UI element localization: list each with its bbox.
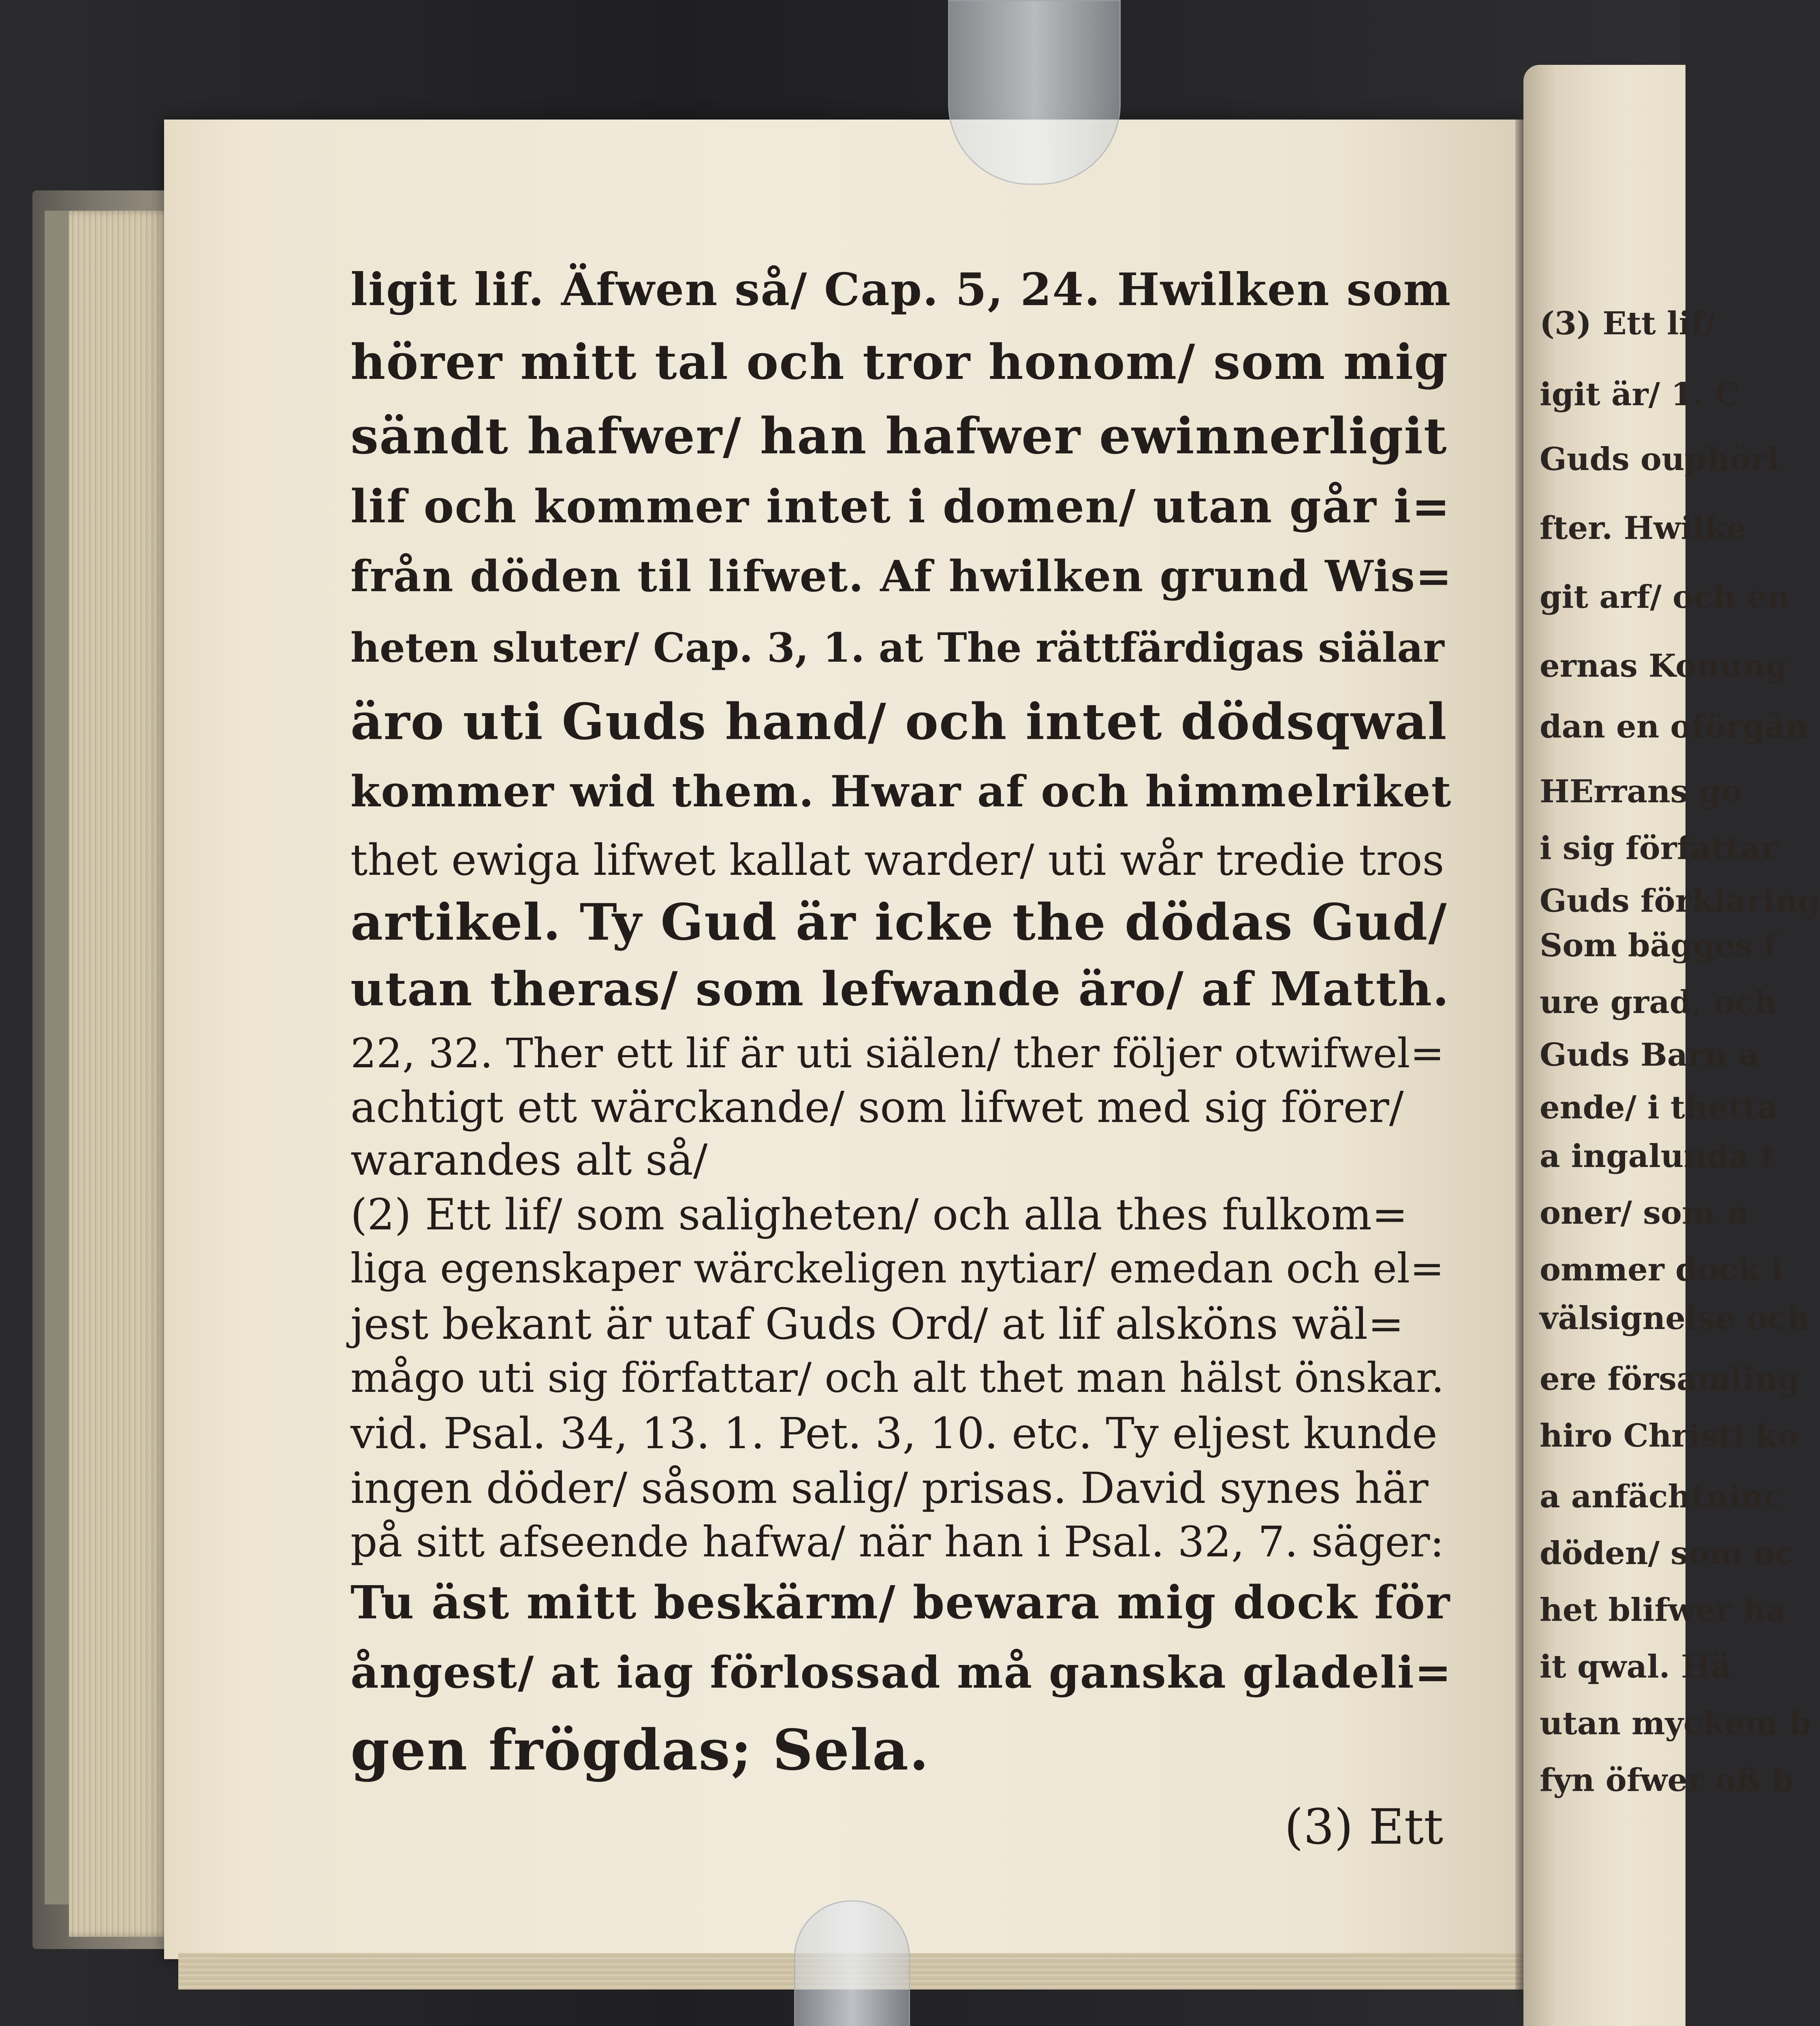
page-clip-top xyxy=(948,0,1121,185)
text-line: (2) Ett lif/ som saligheten/ och alla thes fulkom= xyxy=(350,1190,1408,1240)
page-clip-bottom xyxy=(794,1900,910,2026)
facing-line: igit är/ 1. C xyxy=(1540,376,1740,413)
facing-page xyxy=(1523,65,1820,2026)
text-line: hörer mitt tal och tror honom/ som mig xyxy=(350,334,1449,390)
text-line: Tu äst mitt beskärm/ bewara mig dock för xyxy=(350,1576,1451,1629)
facing-line: oner/ som n xyxy=(1540,1195,1750,1231)
facing-line: dan en oförgän xyxy=(1540,708,1808,745)
facing-line: het blifwer ha xyxy=(1540,1592,1787,1628)
facing-line: fter. Hwilke xyxy=(1540,510,1747,547)
text-line: vid. Psal. 34, 13. 1. Pet. 3, 10. etc. Ty eljest kunde xyxy=(350,1408,1438,1458)
text-line: utan theras/ som lefwande äro/ af Matth. xyxy=(350,962,1450,1017)
page-stack xyxy=(69,211,174,1937)
facing-line: a ingalunda t xyxy=(1540,1138,1775,1175)
text-line: gen frögdas; Sela. xyxy=(350,1717,930,1783)
text-line: 22, 32. Ther ett lif är uti siälen/ ther följer otwifwel= xyxy=(350,1030,1444,1077)
text-line: lif och kommer intet i domen/ utan går i= xyxy=(350,480,1451,533)
facing-line: HErrans go xyxy=(1540,773,1743,810)
facing-line: ure grad, och xyxy=(1540,984,1777,1021)
facing-line: ere församling xyxy=(1540,1361,1800,1398)
text-line: jest bekant är utaf Guds Ord/ at lif alsköns wäl= xyxy=(350,1299,1404,1349)
facing-line: Som bägges f xyxy=(1540,927,1777,964)
text-line: kommer wid them. Hwar af och himmelriket xyxy=(350,766,1452,816)
facing-line: i sig författar xyxy=(1540,830,1777,867)
facing-line: Guds förklaring xyxy=(1540,883,1820,919)
facing-line: it qwal. Hä xyxy=(1540,1648,1732,1685)
text-line: ångest/ at iag förlossad må ganska gladeli= xyxy=(350,1647,1452,1698)
facing-line: döden/ som oc xyxy=(1540,1535,1794,1572)
text-line: thet ewiga lifwet kallat warder/ uti wår tredie tros xyxy=(350,835,1444,885)
facing-line: Guds Barn a xyxy=(1540,1037,1759,1073)
text-line: äro uti Guds hand/ och intet dödsqwal xyxy=(350,692,1448,751)
text-line: artikel. Ty Gud är icke the dödas Gud/ xyxy=(350,893,1448,952)
text-line: på sitt afseende hafwa/ när han i Psal. 32, 7. säger: xyxy=(350,1518,1444,1567)
facing-line: välsignelse och xyxy=(1540,1300,1810,1337)
facing-line: ende/ i thetta xyxy=(1540,1089,1778,1126)
text-line: mågo uti sig författar/ och alt thet man hälst önskar. xyxy=(350,1354,1444,1402)
facing-line: (3) Ett lif/ xyxy=(1540,305,1716,342)
facing-line: a anfächtninc xyxy=(1540,1478,1783,1515)
facing-line: ernas Konung xyxy=(1540,648,1788,684)
catchword: (3) Ett xyxy=(1284,1799,1444,1855)
facing-line: git arf/ och en xyxy=(1540,579,1790,615)
facing-line: ommer dock i xyxy=(1540,1251,1783,1288)
text-line: heten sluter/ Cap. 3, 1. at The rättfärdigas siälar xyxy=(350,624,1444,671)
text-line: achtigt ett wärckande/ som lifwet med sig förer/ xyxy=(350,1082,1404,1132)
facing-line: Guds ouphörl xyxy=(1540,441,1779,478)
text-line: liga egenskaper wärckeligen nytiar/ emedan och el= xyxy=(350,1244,1444,1292)
text-line: sändt hafwer/ han hafwer ewinnerligit xyxy=(350,407,1448,466)
text-line: warandes alt så/ xyxy=(350,1135,708,1185)
text-line: ingen döder/ såsom salig/ prisas. David synes här xyxy=(350,1463,1429,1513)
facing-line: fyn öfwer oß b xyxy=(1540,1762,1794,1799)
text-line: ligit lif. Äfwen så/ Cap. 5, 24. Hwilken som xyxy=(350,263,1452,316)
text-line: från döden til lifwet. Af hwilken grund Wis= xyxy=(350,551,1453,602)
facing-line: hiro Christi ko xyxy=(1540,1417,1799,1454)
facing-line: utan myckem b xyxy=(1540,1705,1811,1742)
